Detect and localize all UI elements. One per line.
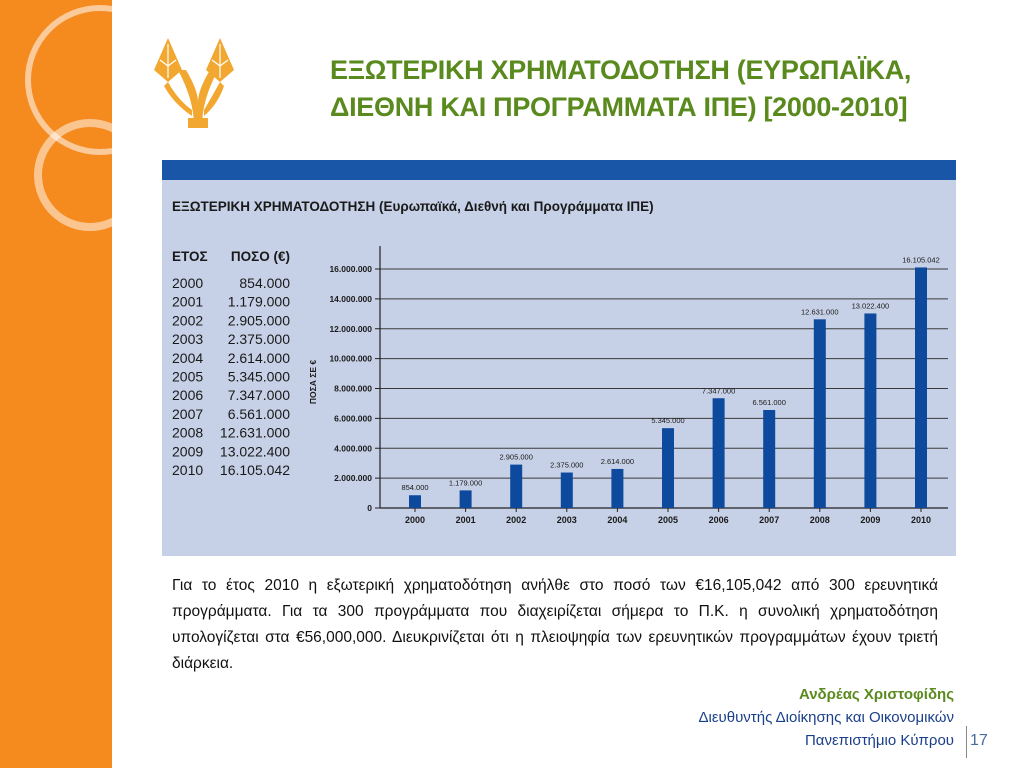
table-year-cell: 2007 — [172, 405, 204, 422]
table-amount-cell: 1.179.000 — [227, 293, 290, 310]
bar-value-label: 2.614.000 — [600, 456, 635, 466]
table-year-cell: 2009 — [172, 443, 204, 460]
table-amount-cell: 5.345.000 — [227, 368, 290, 385]
y-tick-label: 12.000.000 — [329, 323, 372, 334]
x-tick-label: 2001 — [455, 515, 476, 525]
bar — [864, 313, 876, 508]
x-tick-label: 2009 — [860, 515, 881, 525]
university-logo — [148, 30, 240, 130]
data-table — [172, 275, 290, 478]
y-tick-label: 6.000.000 — [334, 413, 372, 424]
y-tick-label: 0 — [367, 503, 372, 513]
table-year-cell: 2001 — [172, 293, 204, 310]
page-number: 17 — [970, 732, 988, 749]
table-year-cell: 2006 — [172, 387, 204, 404]
slide-title-line1: ΕΞΩΤΕΡΙΚΗ ΧΡΗΜΑΤΟΔΟΤΗΣΗ (ΕΥΡΩΠΑΪΚΑ, — [330, 55, 912, 85]
bar-value-label: 1.179.000 — [448, 478, 483, 488]
table-year-cell: 2008 — [172, 424, 204, 441]
x-tick-label: 2003 — [556, 515, 577, 525]
table-amount-cell: 2.614.000 — [227, 349, 290, 366]
x-tick-label: 2010 — [910, 515, 932, 525]
y-tick-label: 2.000.000 — [334, 473, 372, 484]
table-header-amount: ΠΟΣΟ (€) — [230, 249, 290, 264]
x-tick-label: 2004 — [607, 515, 628, 525]
y-axis-label: ΠΟΣΑ ΣΕ € — [308, 359, 318, 405]
table-amount-cell: 2.905.000 — [227, 312, 290, 329]
x-tick-label: 2000 — [404, 515, 426, 525]
author-role: Διευθυντής Διοίκησης και Οικονομικών — [698, 709, 954, 726]
table-amount-cell: 13.022.400 — [219, 443, 290, 460]
y-tick-label: 10.000.000 — [329, 353, 372, 364]
bar — [763, 410, 775, 508]
table-year-cell: 2004 — [172, 349, 204, 366]
bar — [409, 495, 421, 508]
table-amount-cell: 16.105.042 — [219, 462, 290, 478]
bar-value-label: 2.375.000 — [550, 460, 584, 470]
y-tick-label: 16.000.000 — [329, 264, 372, 274]
table-header-year: ΕΤΟΣ — [172, 249, 208, 264]
chart-panel — [162, 160, 956, 556]
table-amount-cell: 7.347.000 — [227, 387, 290, 404]
bar — [915, 267, 927, 508]
page-number-separator — [966, 726, 967, 758]
table-year-cell: 2003 — [172, 331, 204, 348]
funding-bar-chart — [162, 160, 956, 556]
table-year-cell: 2010 — [172, 462, 204, 478]
author-organization: Πανεπιστήμιο Κύπρου — [804, 732, 954, 749]
bar-value-label: 854.000 — [401, 483, 429, 493]
bar-value-label: 7.347.000 — [701, 386, 736, 396]
x-tick-label: 2008 — [809, 515, 830, 525]
bar-value-label: 16.105.042 — [902, 255, 940, 265]
y-tick-label: 4.000.000 — [334, 443, 372, 454]
table-amount-cell: 854.000 — [239, 275, 290, 291]
bar — [561, 473, 573, 508]
bar — [611, 469, 623, 508]
chart-title: ΕΞΩΤΕΡΙΚΗ ΧΡΗΜΑΤΟΔΟΤΗΣΗ (Ευρωπαϊκά, Διεθνή και Προγράμματα ΙΠΕ) — [172, 199, 654, 214]
decorative-rings — [0, 0, 112, 768]
body-paragraph: Για το έτος 2010 η εξωτερική χρηματοδότηση ανήλθε στο ποσό των €16,105,042 από 300 ερευνητικά προγράμματα. Για τα 300 προγράμματα που διαχειρίζεται σήμερα το Π.Κ. η συνολική χρηματοδότηση υπολογίζεται στα €56,000,000. Διευκρινίζεται ότι η πλειοψηφία των ερευνητικών προγραμμάτων έχουν τριετή διάρκεια. — [172, 577, 938, 672]
x-tick-label: 2002 — [506, 515, 527, 525]
bar-value-label: 5.345.000 — [651, 416, 685, 426]
table-amount-cell: 6.561.000 — [227, 405, 290, 422]
bar-value-label: 13.022.400 — [851, 301, 890, 311]
y-tick-label: 8.000.000 — [334, 383, 372, 394]
bar-value-label: 6.561.000 — [752, 397, 786, 407]
x-tick-label: 2007 — [759, 515, 780, 525]
x-tick-label: 2005 — [657, 515, 679, 525]
bar-value-label: 2.905.000 — [499, 452, 533, 462]
x-tick-label: 2006 — [708, 515, 729, 525]
bar-value-label: 12.631.000 — [801, 307, 839, 317]
bar — [460, 490, 472, 508]
table-year-cell: 2000 — [172, 275, 204, 291]
bar — [814, 319, 826, 508]
author-name: Ανδρέας Χριστοφίδης — [798, 686, 954, 703]
slide-title-line2: ΔΙΕΘΝΗ ΚΑΙ ΠΡΟΓΡΑΜΜΑΤΑ ΙΠΕ) [2000-2010] — [330, 92, 908, 122]
table-amount-cell: 12.631.000 — [219, 424, 290, 441]
author-block — [699, 683, 954, 752]
chart-bars — [409, 267, 927, 508]
x-axis-ticks — [405, 508, 931, 525]
table-amount-cell: 2.375.000 — [227, 331, 290, 348]
table-year-cell: 2002 — [172, 312, 204, 329]
y-axis-ticks — [329, 264, 380, 513]
bar — [662, 428, 674, 508]
table-year-cell: 2005 — [172, 368, 204, 385]
y-tick-label: 14.000.000 — [329, 293, 372, 304]
bar — [713, 398, 725, 508]
bar — [510, 465, 522, 508]
slide-title — [330, 52, 970, 126]
decorative-side-band — [0, 0, 112, 768]
